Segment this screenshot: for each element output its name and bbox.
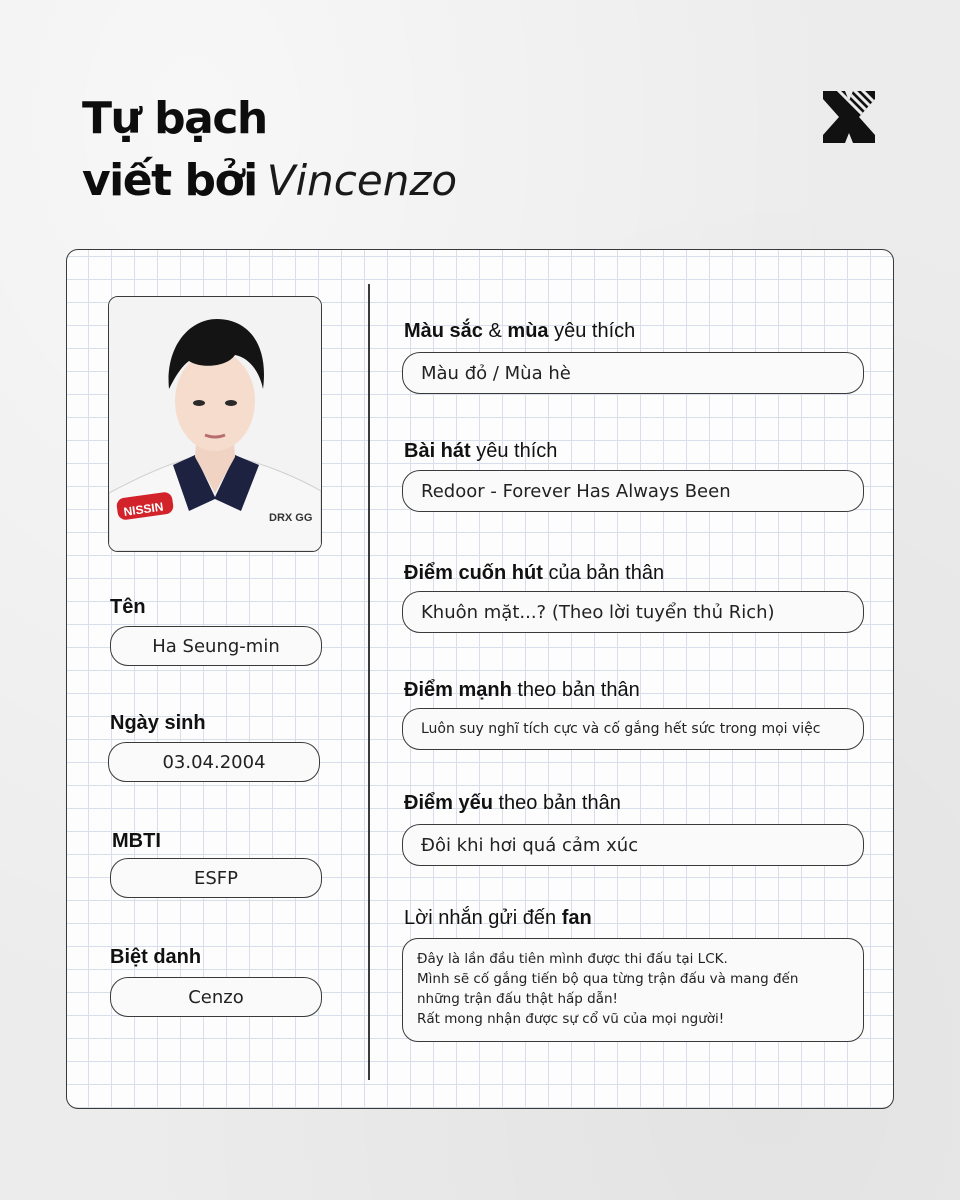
song-field: Redoor - Forever Has Always Been — [402, 470, 864, 512]
title-prefix: viết bởi — [82, 155, 257, 206]
player-portrait — [108, 296, 322, 552]
name-label: Tên — [110, 596, 146, 618]
mbti-field: ESFP — [110, 858, 322, 898]
color-season-field: Màu đỏ / Mùa hè — [402, 352, 864, 394]
name-field: Ha Seung-min — [110, 626, 322, 666]
message-line: Mình sẽ cố gắng tiến bộ qua từng trận đấu và mang đến — [417, 971, 799, 987]
weakness-label: Điểm yếu theo bản thân — [404, 792, 621, 814]
strength-label: Điểm mạnh theo bản thân — [404, 679, 640, 701]
message-line: những trận đấu thật hấp dẫn! — [417, 991, 618, 1007]
title-line-2 — [82, 150, 457, 212]
charm-label: Điểm cuốn hút của bản thân — [404, 562, 665, 584]
nickname-label: Biệt danh — [110, 946, 202, 968]
birthday-label: Ngày sinh — [110, 712, 206, 734]
brand-text: DRX GG — [269, 512, 313, 524]
message-label: Lời nhắn gửi đến fan — [404, 907, 592, 929]
nickname-field: Cenzo — [110, 977, 322, 1017]
song-label: Bài hát yêu thích — [404, 440, 558, 462]
weakness-field: Đôi khi hơi quá cảm xúc — [402, 824, 864, 866]
page-title — [82, 88, 457, 212]
charm-field: Khuôn mặt...? (Theo lời tuyển thủ Rich) — [402, 591, 864, 633]
message-line: Đây là lần đầu tiên mình được thi đấu tại LCK. — [417, 951, 728, 967]
strength-field: Luôn suy nghĩ tích cực và cố gắng hết sức trong mọi việc — [402, 708, 864, 750]
author-name: Vincenzo — [266, 156, 458, 205]
sponsor-text: NISSIN — [122, 499, 165, 519]
title-line-1: Tự bạch — [82, 93, 267, 144]
mbti-label: MBTI — [112, 830, 161, 852]
message-line: Rất mong nhận được sự cổ vũ của mọi người! — [417, 1011, 725, 1027]
birthday-field: 03.04.2004 — [108, 742, 320, 782]
message-field — [402, 938, 864, 1042]
column-divider — [368, 284, 370, 1080]
x-brand-logo-icon — [823, 91, 875, 143]
color-season-label: Màu sắc & mùa yêu thích — [404, 320, 636, 342]
